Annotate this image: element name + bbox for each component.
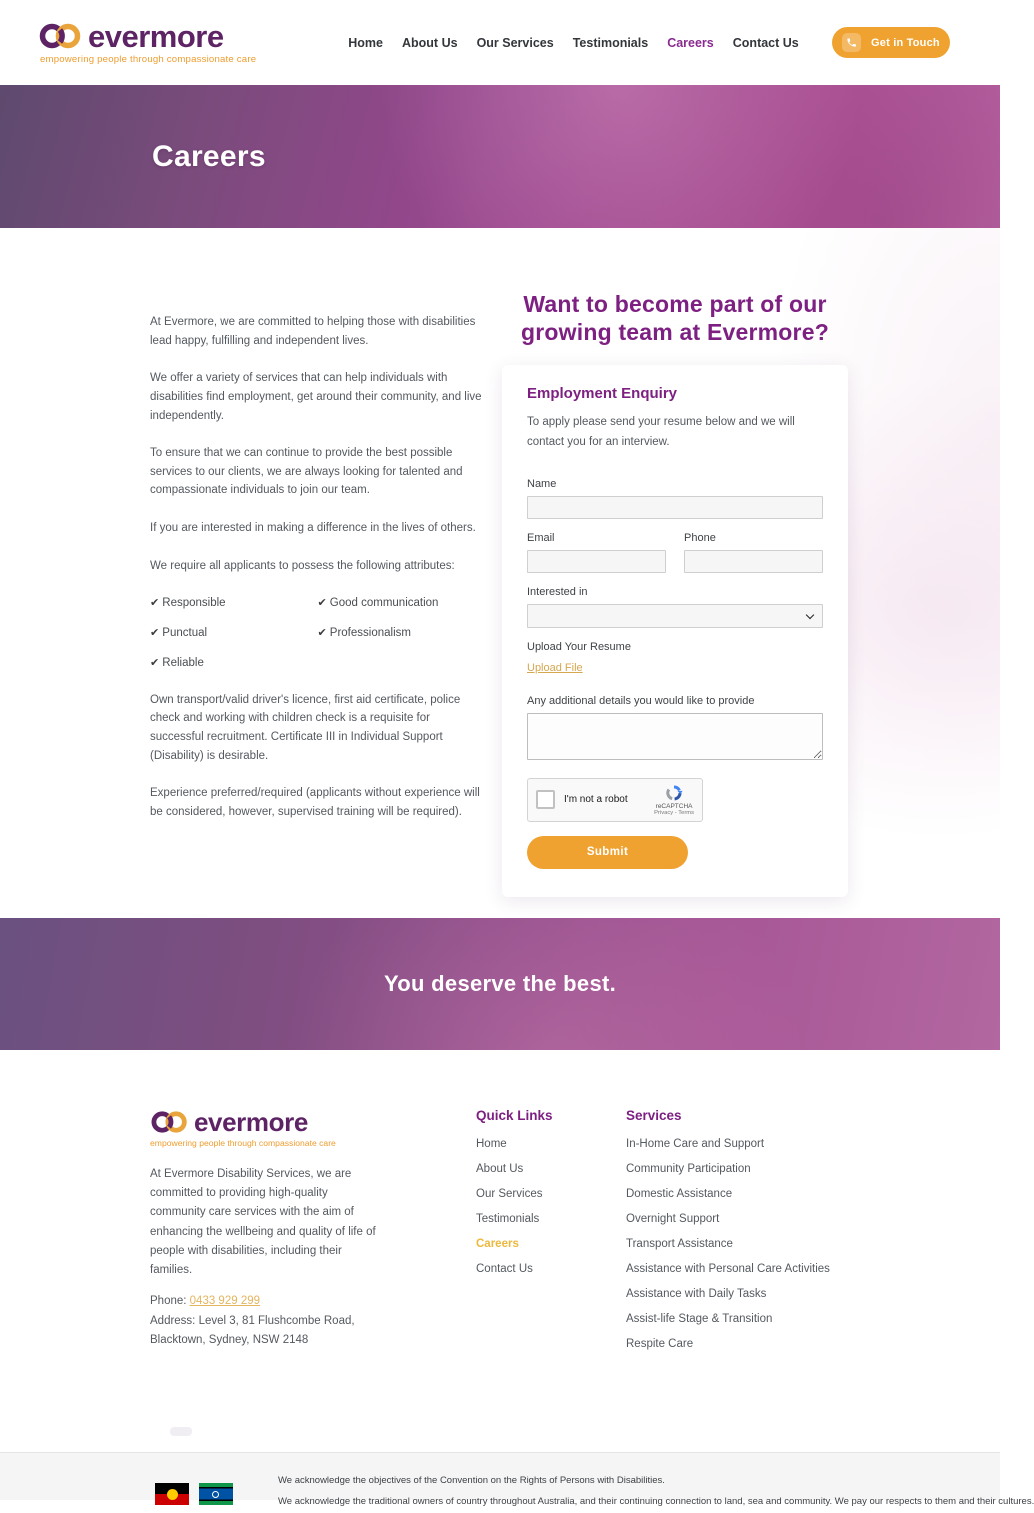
- services-heading: Services: [626, 1108, 682, 1123]
- footer-logo[interactable]: [150, 1108, 400, 1148]
- footer-service-respite-care[interactable]: Respite Care: [626, 1338, 694, 1350]
- acknowledgement-line-1: We acknowledge the objectives of the Convention on the Rights of Persons with Disabilities.: [278, 1475, 665, 1486]
- phone-label: Phone: [684, 531, 716, 544]
- interested-in-select[interactable]: [527, 604, 823, 628]
- nav-item-testimonials[interactable]: Testimonials: [572, 35, 649, 50]
- footer-service-in-home-care[interactable]: In-Home Care and Support: [626, 1138, 765, 1150]
- enquiry-column: [500, 290, 850, 918]
- recaptcha-icon: [665, 784, 683, 802]
- aboriginal-flag-icon: [155, 1483, 189, 1505]
- slogan-banner: [0, 918, 1000, 1050]
- phone-icon: [842, 33, 861, 52]
- infinity-logo-icon: [150, 1108, 190, 1136]
- employment-enquiry-form: [502, 365, 848, 897]
- nav-item-home[interactable]: Home: [348, 35, 383, 50]
- get-in-touch-button[interactable]: [832, 27, 950, 58]
- acknowledgement-bar: [0, 1452, 1034, 1508]
- team-heading: Want to become part of our growing team at Evermore?: [521, 291, 829, 346]
- attribute-item: ✔ Punctual: [150, 624, 318, 643]
- form-description: To apply please send your resume below and we will contact you for an interview.: [527, 415, 795, 449]
- resume-upload-group: [527, 641, 823, 676]
- infinity-logo-icon: [38, 20, 84, 52]
- cta-label: Get in Touch: [871, 36, 940, 49]
- upload-resume-label: Upload Your Resume: [527, 640, 631, 653]
- footer-service-daily-tasks[interactable]: Assistance with Daily Tasks: [626, 1288, 767, 1300]
- additional-details-label: Any additional details you would like to provide: [527, 694, 755, 707]
- footer-quick-links-column: [476, 1108, 626, 1452]
- footer-service-assist-life-stage[interactable]: Assist-life Stage & Transition: [626, 1313, 773, 1325]
- upload-file-link[interactable]: Upload File: [527, 661, 583, 674]
- footer-service-transport-assistance[interactable]: Transport Assistance: [626, 1238, 733, 1250]
- footer-link-careers[interactable]: Careers: [476, 1238, 519, 1250]
- footer-services-column: [626, 1108, 906, 1452]
- hero-banner: [0, 85, 1000, 228]
- footer-phone-line: [150, 1292, 400, 1312]
- legal-text: [278, 1470, 1034, 1513]
- email-label: Email: [527, 531, 555, 544]
- footer-brand-column: [150, 1108, 400, 1452]
- footer-link-our-services[interactable]: Our Services: [476, 1188, 543, 1200]
- footer-service-community-participation[interactable]: Community Participation: [626, 1163, 751, 1175]
- additional-details-textarea[interactable]: [527, 713, 823, 760]
- interested-field-group: [527, 586, 823, 628]
- divider-dash: [170, 1427, 192, 1436]
- brand-name: evermore: [194, 1107, 308, 1137]
- requirements-paragraph: Own transport/valid driver's licence, first aid certificate, police check and working with children check is a requisite for successful recruitment. Certificate III in Individual Support (Disability) is desirable.: [150, 693, 461, 762]
- name-input[interactable]: [527, 496, 823, 519]
- attribute-item: ✔ Good communication: [318, 594, 486, 613]
- brand-tagline: empowering people through compassionate care: [150, 1138, 336, 1148]
- intro-paragraph: At Evermore, we are committed to helping those with disabilities lead happy, fulfilling and independent lives.: [150, 316, 476, 347]
- submit-button[interactable]: Submit: [527, 836, 688, 869]
- name-field-group: [527, 478, 823, 519]
- interested-in-label: Interested in: [527, 585, 588, 598]
- site-footer: [0, 1050, 1000, 1452]
- page-title: Careers: [152, 139, 266, 173]
- footer-address-line2: Blacktown, Sydney, NSW 2148: [150, 1334, 309, 1347]
- form-title: Employment Enquiry: [527, 384, 678, 402]
- main-nav: [348, 36, 798, 50]
- torres-strait-islander-flag-icon: [199, 1483, 233, 1505]
- acknowledgement-line-2: We acknowledge the traditional owners of country throughout Australia, and their continuing connection to land, sea and community. We pay our respects to them and their cultures.: [278, 1496, 1034, 1508]
- recaptcha-widget: [527, 778, 703, 822]
- nav-item-about-us[interactable]: About Us: [402, 35, 458, 50]
- footer-link-about-us[interactable]: About Us: [476, 1163, 524, 1175]
- experience-paragraph: Experience preferred/required (applicants without experience will be considered, however, supervised training will be required).: [150, 787, 480, 818]
- footer-service-personal-care[interactable]: Assistance with Personal Care Activities: [626, 1263, 830, 1275]
- careers-intro-column: [150, 313, 485, 918]
- brand-tagline: empowering people through compassionate care: [40, 54, 257, 65]
- slogan-text: You deserve the best.: [383, 971, 617, 996]
- attributes-intro: We require all applicants to possess the following attributes:: [150, 559, 455, 572]
- intro-paragraph: We offer a variety of services that can help individuals with disabilities find employment, get around their community, and live independently.: [150, 372, 482, 422]
- nav-item-careers[interactable]: Careers: [667, 35, 714, 50]
- attribute-item: ✔ Reliable: [150, 654, 318, 673]
- intro-paragraph: If you are interested in making a difference in the lives of others.: [150, 522, 476, 534]
- phone-number-link[interactable]: 0433 929 299: [189, 1295, 261, 1308]
- site-header: [0, 0, 1000, 85]
- recaptcha-brand-text: reCAPTCHA: [655, 802, 693, 810]
- chevron-down-icon: [806, 611, 814, 619]
- name-label: Name: [527, 477, 557, 490]
- attributes-list: [150, 594, 485, 683]
- footer-service-overnight-support[interactable]: Overnight Support: [626, 1213, 720, 1225]
- recaptcha-label: I'm not a robot: [564, 794, 628, 806]
- footer-link-testimonials[interactable]: Testimonials: [476, 1213, 540, 1225]
- recaptcha-checkbox[interactable]: [536, 790, 555, 809]
- footer-link-home[interactable]: Home: [476, 1138, 507, 1150]
- careers-content: [0, 228, 1000, 918]
- email-field-group: [527, 532, 666, 573]
- phone-label: Phone:: [150, 1295, 187, 1308]
- email-input[interactable]: [527, 550, 666, 573]
- quick-links-heading: Quick Links: [476, 1108, 553, 1123]
- details-field-group: [527, 695, 823, 765]
- nav-item-our-services[interactable]: Our Services: [476, 35, 554, 50]
- footer-about-text: At Evermore Disability Services, we are committed to providing high-quality community care services with the aim of enhancing the wellbeing and quality of life of people with disabilities, including their families.: [150, 1168, 376, 1277]
- footer-link-contact-us[interactable]: Contact Us: [476, 1263, 533, 1275]
- recaptcha-privacy-terms-links[interactable]: Privacy - Terms: [654, 809, 694, 816]
- attribute-item: ✔ Professionalism: [318, 624, 486, 643]
- brand-name: evermore: [88, 18, 224, 54]
- site-logo[interactable]: [38, 20, 256, 65]
- attribute-item: ✔ Responsible: [150, 594, 318, 613]
- phone-field-group: [684, 532, 823, 573]
- footer-address-line1: Address: Level 3, 81 Flushcombe Road,: [150, 1314, 355, 1327]
- intro-paragraph: To ensure that we can continue to provide the best possible services to our clients, we are always looking for talented and compassionate individuals to join our team.: [150, 447, 463, 497]
- nav-item-contact-us[interactable]: Contact Us: [732, 35, 799, 50]
- phone-input[interactable]: [684, 550, 823, 573]
- footer-service-domestic-assistance[interactable]: Domestic Assistance: [626, 1188, 733, 1200]
